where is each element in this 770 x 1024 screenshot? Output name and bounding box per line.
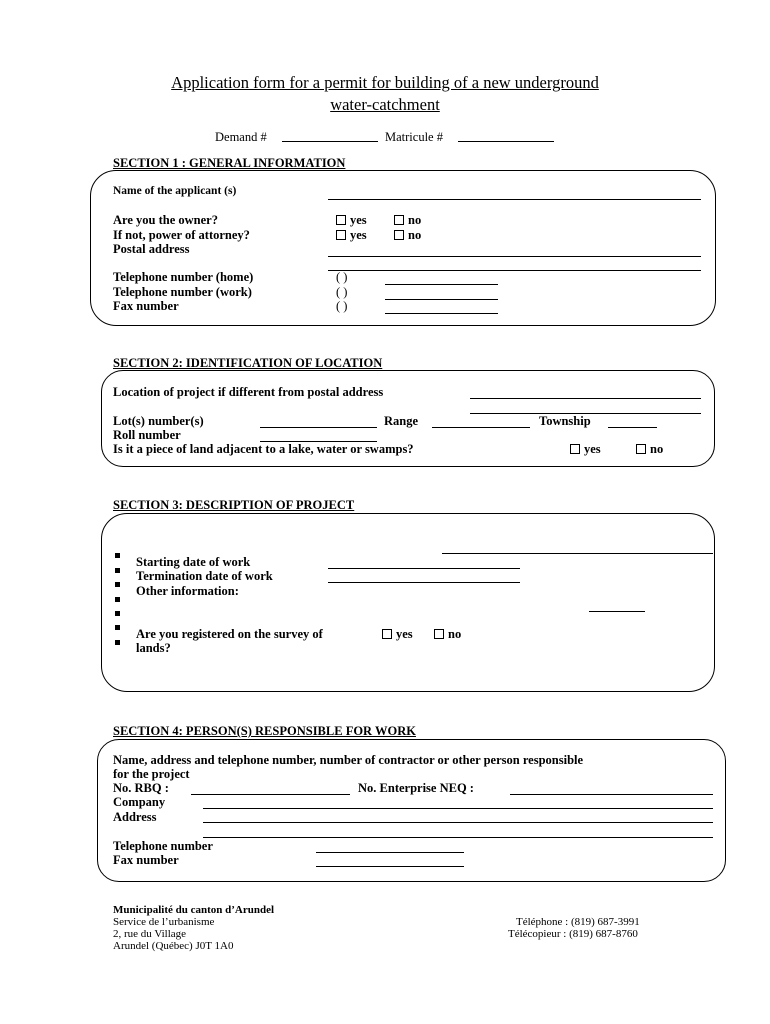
range-field[interactable] <box>432 427 530 428</box>
postal-label: Postal address <box>113 242 190 256</box>
location-label: Location of project if different from postal address <box>113 385 384 399</box>
company-field[interactable] <box>203 808 713 809</box>
lots-field[interactable] <box>260 427 377 428</box>
roll-label: Roll number <box>113 428 181 442</box>
survey-yes-option[interactable]: yes <box>382 627 413 642</box>
survey-label-2: lands? <box>136 641 171 655</box>
project-field-1[interactable] <box>442 553 713 554</box>
section1-heading: SECTION 1 : GENERAL INFORMATION <box>113 156 346 170</box>
footer-phone: Téléphone : (819) 687-3991 <box>516 916 640 928</box>
owner-label: Are you the owner? <box>113 213 218 227</box>
attorney-no-option[interactable]: no <box>394 228 421 243</box>
neq-field[interactable] <box>510 794 713 795</box>
footer-org: Municipalité du canton d’Arundel <box>113 904 275 916</box>
attorney-no-checkbox[interactable] <box>394 230 404 240</box>
page-title <box>0 72 770 116</box>
tel-home-field[interactable] <box>385 284 498 285</box>
matricule-label: Matricule # <box>385 130 443 144</box>
address-field-1[interactable] <box>203 822 713 823</box>
tel-work-field[interactable] <box>385 299 498 300</box>
lake-yes-option[interactable]: yes <box>570 442 601 457</box>
range-label: Range <box>384 414 419 428</box>
tel-label: Telephone number <box>113 839 213 853</box>
title-line-1: Application form for a permit for building of a new underground <box>171 73 599 92</box>
footer-street: 2, rue du Village <box>113 928 187 940</box>
section3-box <box>101 513 715 692</box>
township-label: Township <box>539 414 591 428</box>
address-field-2[interactable] <box>203 837 713 838</box>
end-date-label: Termination date of work <box>136 569 273 583</box>
section3-heading: SECTION 3: DESCRIPTION OF PROJECT <box>113 498 355 512</box>
fax-area-code[interactable]: ( ) <box>336 299 348 313</box>
footer-city: Arundel (Québec) J0T 1A0 <box>113 940 234 952</box>
address-label: Address <box>113 810 157 824</box>
tel-work-label: Telephone number (work) <box>113 285 252 299</box>
attorney-yes-option[interactable]: yes <box>336 228 367 243</box>
location-field-1[interactable] <box>470 398 701 399</box>
tel-work-area-code[interactable]: ( ) <box>336 285 348 299</box>
lake-no-checkbox[interactable] <box>636 444 646 454</box>
owner-yes-option[interactable]: yes <box>336 213 367 228</box>
section4-heading: SECTION 4: PERSON(S) RESPONSIBLE FOR WORK <box>113 724 416 738</box>
attorney-yes-checkbox[interactable] <box>336 230 346 240</box>
lake-label: Is it a piece of land adjacent to a lake, water or swamps? <box>113 442 414 456</box>
start-date-label: Starting date of work <box>136 555 251 569</box>
applicant-field[interactable] <box>328 199 701 200</box>
survey-no-option[interactable]: no <box>434 627 461 642</box>
tel-home-label: Telephone number (home) <box>113 270 254 284</box>
bullet-7 <box>115 632 120 650</box>
end-date-field[interactable] <box>328 582 520 583</box>
fax-field-s4[interactable] <box>316 866 464 867</box>
other-info-label: Other information: <box>136 584 239 598</box>
rbq-field[interactable] <box>191 794 350 795</box>
township-field[interactable] <box>608 427 657 428</box>
fax-field[interactable] <box>385 313 498 314</box>
lots-label: Lot(s) number(s) <box>113 414 204 428</box>
postal-field-2[interactable] <box>328 270 701 271</box>
survey-label-1: Are you registered on the survey of <box>136 627 323 641</box>
owner-no-checkbox[interactable] <box>394 215 404 225</box>
demand-field[interactable] <box>282 141 378 142</box>
section2-heading: SECTION 2: IDENTIFICATION OF LOCATION <box>113 356 383 370</box>
start-date-field[interactable] <box>328 568 520 569</box>
fax-label: Fax number <box>113 299 179 313</box>
survey-yes-checkbox[interactable] <box>382 629 392 639</box>
owner-no-option[interactable]: no <box>394 213 421 228</box>
lake-yes-checkbox[interactable] <box>570 444 580 454</box>
other-info-field[interactable] <box>589 611 645 612</box>
section4-intro-1: Name, address and telephone number, number of contractor or other person responsible <box>113 753 584 767</box>
section4-intro-2: for the project <box>113 767 190 781</box>
postal-field-1[interactable] <box>328 256 701 257</box>
fax-label-s4: Fax number <box>113 853 179 867</box>
matricule-field[interactable] <box>458 141 554 142</box>
title-line-2: water-catchment <box>330 95 440 114</box>
tel-home-area-code[interactable]: ( ) <box>336 270 348 284</box>
tel-field[interactable] <box>316 852 464 853</box>
applicant-label: Name of the applicant (s) <box>113 185 237 197</box>
survey-no-checkbox[interactable] <box>434 629 444 639</box>
lake-no-option[interactable]: no <box>636 442 663 457</box>
company-label: Company <box>113 795 166 809</box>
demand-label: Demand # <box>215 130 267 144</box>
footer-fax: Télécopieur : (819) 687-8760 <box>508 928 638 940</box>
footer-dept: Service de l’urbanisme <box>113 916 215 928</box>
neq-label: No. Enterprise NEQ : <box>358 781 474 795</box>
demand-row <box>215 128 267 146</box>
attorney-label: If not, power of attorney? <box>113 228 250 242</box>
rbq-label: No. RBQ : <box>113 781 169 795</box>
owner-yes-checkbox[interactable] <box>336 215 346 225</box>
